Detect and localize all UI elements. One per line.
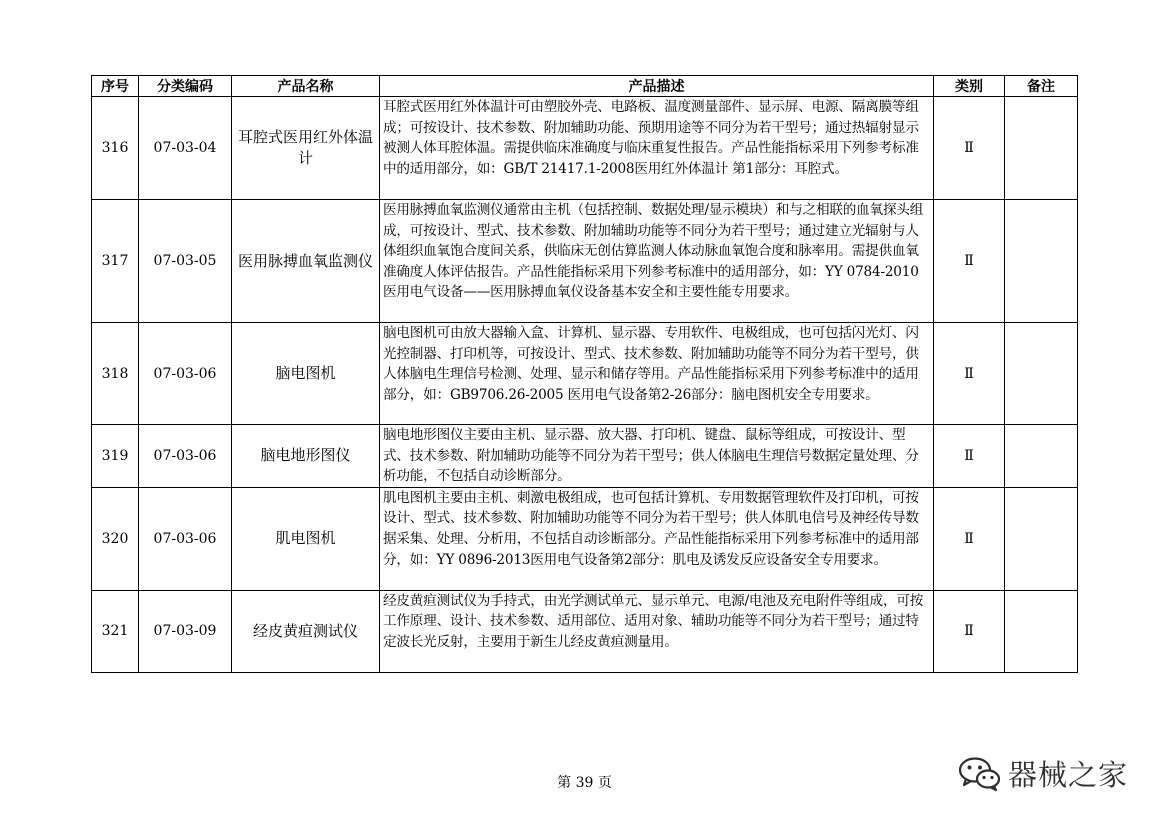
cell-desc: 经皮黄疸测试仪为手持式，由光学测试单元、显示单元、电源/电池及充电附件等组成，可按工作原理、设计、技术参数、适用部位、适用对象、辅助功能等不同分为若干型号；通过特定波长光反射，主要用于新生儿经皮黄疸测量用。 xyxy=(380,590,934,672)
cell-seq: 317 xyxy=(92,200,139,323)
cell-category: Ⅱ xyxy=(934,487,1005,590)
header-code: 分类编码 xyxy=(139,76,232,97)
cell-seq: 316 xyxy=(92,97,139,200)
cell-remark xyxy=(1005,487,1078,590)
watermark-text: 器械之家 xyxy=(1008,758,1129,792)
cell-code: 07-03-09 xyxy=(139,590,232,672)
cell-code: 07-03-06 xyxy=(139,487,232,590)
cell-remark xyxy=(1005,425,1078,488)
cell-remark xyxy=(1005,97,1078,200)
header-category: 类别 xyxy=(934,76,1005,97)
header-seq: 序号 xyxy=(92,76,139,97)
wechat-icon xyxy=(958,756,1002,792)
cell-seq: 320 xyxy=(92,487,139,590)
table-row xyxy=(92,425,1078,488)
cell-desc: 耳腔式医用红外体温计可由塑胶外壳、电路板、温度测量部件、显示屏、电源、隔离膜等组成；可按设计、技术参数、附加辅助功能、预期用途等不同分为若干型号；通过热辐射显示被测人体耳腔体温。需提供临床准确度与临床重复性报告。产品性能指标采用下列参考标准中的适用部分，如：GB/T 21417.1-2008医用红外体温计 第1部分：耳腔式。 xyxy=(380,97,934,200)
header-remark: 备注 xyxy=(1005,76,1078,97)
cell-name: 经皮黄疸测试仪 xyxy=(232,590,380,672)
cell-desc: 医用脉搏血氧监测仪通常由主机（包括控制、数据处理/显示模块）和与之相联的血氧探头组成，可按设计、型式、技术参数、附加辅助功能等不同分为若干型号；通过建立光辐射与人体组织血氧饱合度间关系，供临床无创估算监测人体动脉血氧饱合度和脉率用。需提供血氧准确度人体评估报告。产品性能指标采用下列参考标准中的适用部分，如：YY 0784-2010医用电气设备——医用脉搏血氧仪设备基本安全和主要性能专用要求。 xyxy=(380,200,934,323)
cell-category: Ⅱ xyxy=(934,590,1005,672)
page-number: 第 39 页 xyxy=(557,775,612,791)
cell-desc: 脑电图机可由放大器输入盒、计算机、显示器、专用软件、电极组成，也可包括闪光灯、闪光控制器、打印机等，可按设计、型式、技术参数、附加辅助功能等不同分为若干型号，供人体脑电生理信号检测、处理、显示和储存等用。产品性能指标采用下列参考标准中的适用部分，如：GB9706.26-2005 医用电气设备第2-26部分：脑电图机安全专用要求。 xyxy=(380,323,934,425)
cell-code: 07-03-06 xyxy=(139,323,232,425)
cell-remark xyxy=(1005,590,1078,672)
cell-name: 脑电图机 xyxy=(232,323,380,425)
cell-name: 脑电地形图仪 xyxy=(232,425,380,488)
cell-category: Ⅱ xyxy=(934,323,1005,425)
header-name: 产品名称 xyxy=(232,76,380,97)
cell-seq: 318 xyxy=(92,323,139,425)
cell-seq: 319 xyxy=(92,425,139,488)
cell-category: Ⅱ xyxy=(934,97,1005,200)
cell-seq: 321 xyxy=(92,590,139,672)
table-header-row xyxy=(92,76,1078,97)
cell-code: 07-03-04 xyxy=(139,97,232,200)
cell-remark xyxy=(1005,323,1078,425)
table-row xyxy=(92,97,1078,200)
cell-desc: 脑电地形图仪主要由主机、显示器、放大器、打印机、键盘、鼠标等组成，可按设计、型式、技术参数、附加辅助功能等不同分为若干型号；供人体脑电生理信号数据定量处理、分析功能，不包括自动诊断部分。 xyxy=(380,425,934,488)
cell-code: 07-03-06 xyxy=(139,425,232,488)
watermark xyxy=(958,753,1128,794)
cell-category: Ⅱ xyxy=(934,200,1005,323)
cell-name: 医用脉搏血氧监测仪 xyxy=(232,200,380,323)
product-catalog-table xyxy=(91,75,1078,673)
cell-remark xyxy=(1005,200,1078,323)
cell-category: Ⅱ xyxy=(934,425,1005,488)
table-row xyxy=(92,200,1078,323)
cell-name: 肌电图机 xyxy=(232,487,380,590)
header-desc: 产品描述 xyxy=(380,76,934,97)
table-row xyxy=(92,323,1078,425)
cell-desc: 肌电图机主要由主机、刺激电极组成，也可包括计算机、专用数据管理软件及打印机，可按设计、型式、技术参数、附加辅助功能等不同分为若干型号；供人体肌电信号及神经传导数据采集、处理、分析用，不包括自动诊断部分。产品性能指标采用下列参考标准中的适用部分，如：YY 0896-2013医用电气设备第2部分：肌电及诱发反应设备安全专用要求。 xyxy=(380,487,934,590)
cell-name: 耳腔式医用红外体温计 xyxy=(232,97,380,200)
cell-code: 07-03-05 xyxy=(139,200,232,323)
table-row xyxy=(92,590,1078,672)
table-row xyxy=(92,487,1078,590)
